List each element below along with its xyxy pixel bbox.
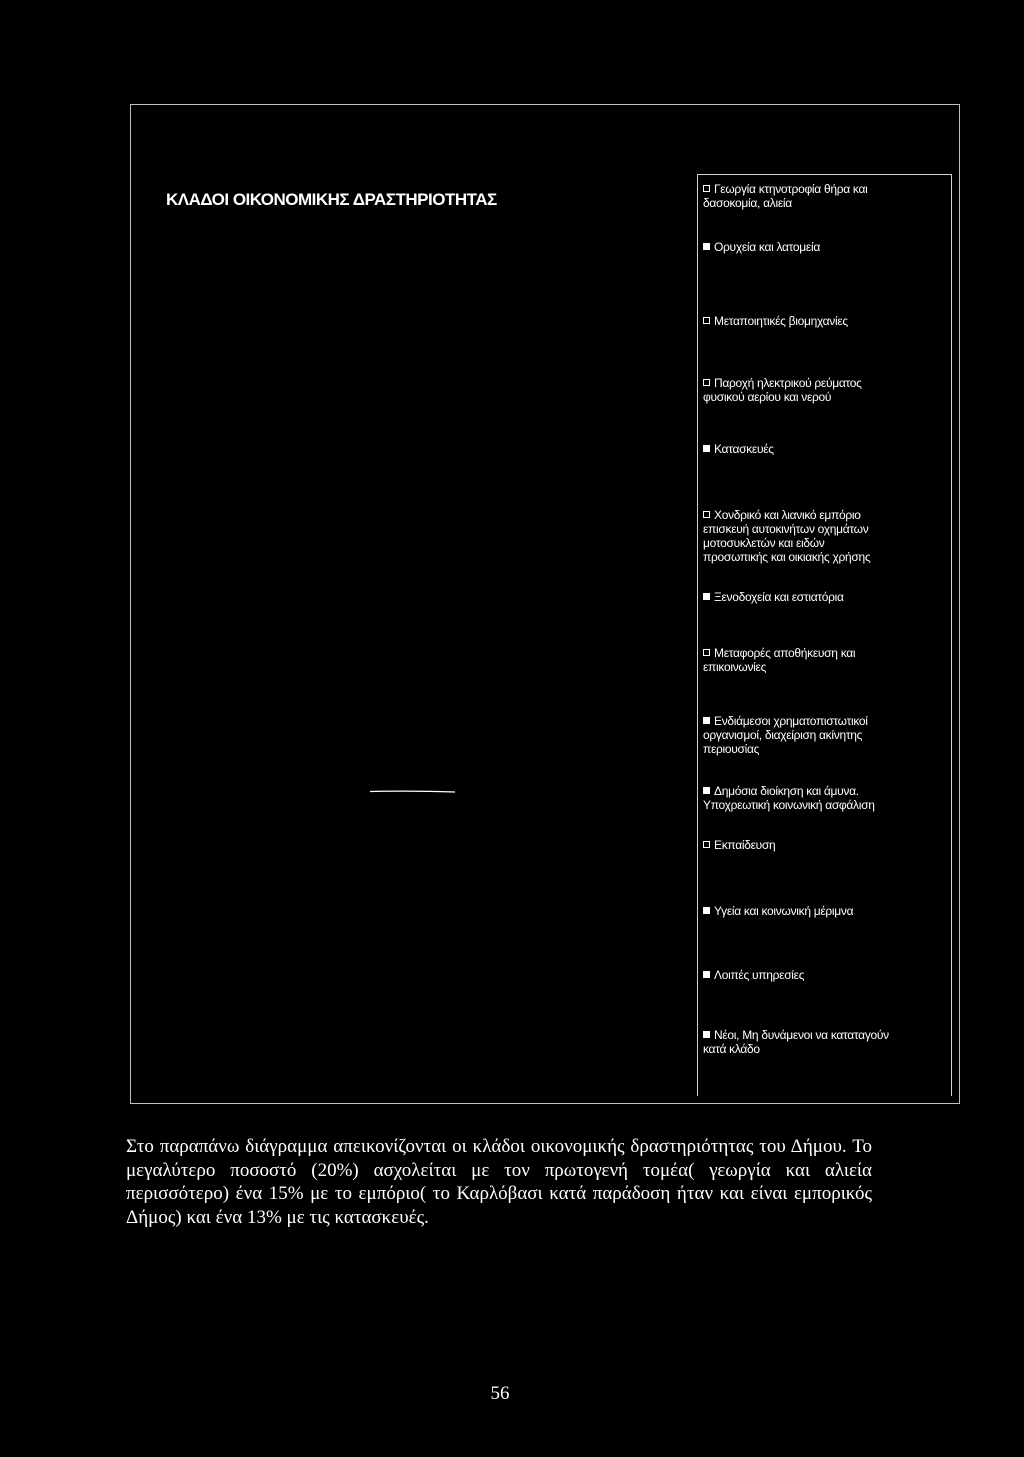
legend-marker-icon — [703, 971, 710, 978]
legend-item — [703, 376, 953, 404]
legend-item-label: Δημόσια διοίκηση και άμυνα. — [714, 784, 859, 798]
legend-marker-icon — [703, 511, 710, 518]
legend-item — [703, 240, 953, 254]
legend-item-line — [703, 376, 953, 390]
legend-marker-icon — [703, 445, 710, 452]
legend-marker-icon — [703, 717, 710, 724]
legend-item-label: φυσικού αερίου και νερού — [703, 390, 832, 404]
legend-item-label: Κατασκευές — [714, 442, 774, 456]
legend-item — [703, 182, 953, 210]
page-number: 56 — [490, 1383, 510, 1404]
legend-item — [703, 590, 953, 604]
legend-item-label: Υγεία και κοινωνική μέριμνα — [714, 904, 854, 918]
legend-item-label: προσωπικής και οικιακής χρήσης — [703, 550, 871, 564]
legend-marker-icon — [703, 379, 710, 386]
legend-item-label: Γεωργία κτηνοτροφία θήρα και — [714, 182, 868, 196]
legend-item — [703, 442, 953, 456]
legend-item — [703, 784, 953, 812]
legend-item-label: επικοινωνίες — [703, 660, 767, 674]
legend-item-line — [703, 714, 953, 728]
legend-item — [703, 968, 953, 982]
legend-item-line — [703, 728, 953, 742]
legend-item-label: Ενδιάμεσοι χρηματοπιστωτικοί — [714, 714, 868, 728]
legend-item-label: Μεταποιητικές βιομηχανίες — [714, 314, 848, 328]
legend-item-line — [703, 522, 953, 536]
legend-marker-icon — [703, 841, 710, 848]
legend-item-label: οργανισμοί, διαχείριση ακίνητης — [703, 728, 863, 742]
legend-item — [703, 508, 953, 564]
legend-marker-icon — [703, 649, 710, 656]
legend-item-label: Υποχρεωτική κοινωνική ασφάλιση — [703, 798, 875, 812]
legend-item — [703, 1028, 953, 1056]
legend-item-line — [703, 196, 953, 210]
legend-item-line — [703, 590, 953, 604]
legend-item-line — [703, 182, 953, 196]
legend-item-line — [703, 838, 953, 852]
legend-item — [703, 714, 953, 756]
legend-item-label: κατά κλάδο — [703, 1042, 760, 1056]
legend-item-label: Ορυχεία και λατομεία — [714, 240, 820, 254]
legend-item — [703, 838, 953, 852]
legend-item-line — [703, 536, 953, 550]
legend-item-label: περιουσίας — [703, 742, 760, 756]
chart-title: ΚΛΑΔΟΙ ΟΙΚΟΝΟΜΙΚΗΣ ΔΡΑΣΤΗΡΙΟΤΗΤΑΣ — [166, 190, 497, 209]
body-paragraph: Στο παραπάνω διάγραμμα απεικονίζονται οι κλάδοι οικονομικής δραστηριότητας του Δήμου. Το μεγαλύτερο ποσοστό (20%) ασχολείται με τον πρωτογενή τομέα( γεωργία και αλιεία περισσότερο) ένα 15% με το εμπόριο( το Καρλόβασι κατά παράδοση ήταν και είναι εμπορικός Δήμος) και ένα 13% με τις κατασκευές. — [126, 1136, 872, 1228]
legend-item-label: Χονδρικό και λιανικό εμπόριο — [714, 508, 861, 522]
legend-item-line — [703, 442, 953, 456]
legend-item-line — [703, 1028, 953, 1042]
legend-marker-icon — [703, 1031, 710, 1038]
legend-item-line — [703, 240, 953, 254]
legend-item — [703, 646, 953, 674]
legend-item-line — [703, 798, 953, 812]
legend-item — [703, 314, 953, 328]
legend-item-line — [703, 508, 953, 522]
legend-item-line — [703, 314, 953, 328]
legend-item-label: Εκπαίδευση — [714, 838, 776, 852]
legend-item-label: μοτοσυκλετών και ειδών — [703, 536, 825, 550]
legend-item-line — [703, 646, 953, 660]
legend-marker-icon — [703, 317, 710, 324]
legend-item-label: Νέοι, Μη δυνάμενοι να καταταγούν — [714, 1028, 889, 1042]
legend-item-line — [703, 1042, 953, 1056]
legend-item-label: Παροχή ηλεκτρικού ρεύματος — [714, 376, 862, 390]
legend-item-label: δασοκομία, αλιεία — [703, 196, 792, 210]
legend-item-line — [703, 742, 953, 756]
legend-item-line — [703, 904, 953, 918]
legend-item-line — [703, 784, 953, 798]
legend-item-line — [703, 660, 953, 674]
legend-item-label: Ξενοδοχεία και εστιατόρια — [714, 590, 844, 604]
chart-legend-box — [697, 174, 952, 1096]
legend-marker-icon — [703, 593, 710, 600]
legend-marker-icon — [703, 243, 710, 250]
pie-leader-line — [370, 790, 455, 794]
legend-item-label: Μεταφορές αποθήκευση και — [714, 646, 856, 660]
legend-marker-icon — [703, 185, 710, 192]
legend-item-line — [703, 390, 953, 404]
legend-item-line — [703, 550, 953, 564]
legend-item-label: επισκευή αυτοκινήτων οχημάτων — [703, 522, 869, 536]
legend-item-label: Λοιπές υπηρεσίες — [714, 968, 805, 982]
legend-marker-icon — [703, 787, 710, 794]
legend-marker-icon — [703, 907, 710, 914]
legend-item — [703, 904, 953, 918]
legend-item-line — [703, 968, 953, 982]
